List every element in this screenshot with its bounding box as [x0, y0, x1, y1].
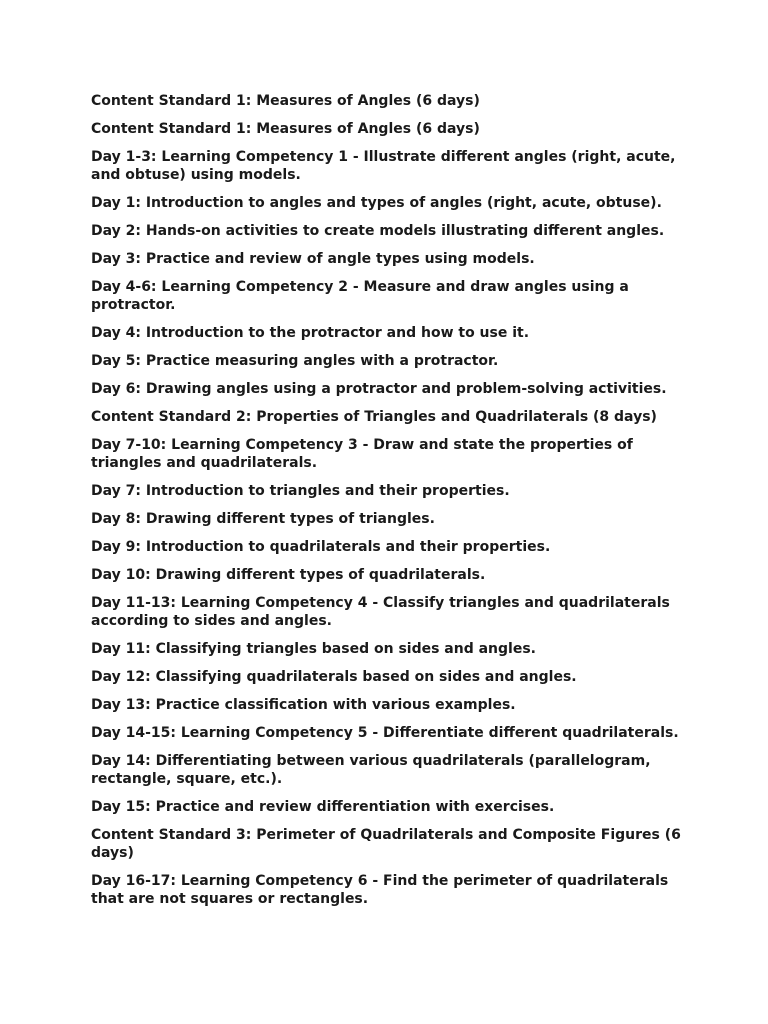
day-plan-line: Day 2: Hands-on activities to create models illustrating different angles.	[91, 223, 665, 239]
day-plan-line: Day 10: Drawing different types of quadrilaterals.	[91, 567, 486, 583]
day-plan-line: Day 15: Practice and review differentiation with exercises.	[91, 799, 555, 815]
day-plan-line: Day 13: Practice classification with various examples.	[91, 697, 516, 713]
content-standard-heading: Content Standard 2: Properties of Triangles and Quadrilaterals (8 days)	[91, 409, 657, 425]
day-plan-line: Day 9: Introduction to quadrilaterals and their properties.	[91, 539, 551, 555]
learning-competency-line: Day 7-10: Learning Competency 3 - Draw and state the properties of triangles and quadrilaterals.	[91, 437, 633, 471]
learning-competency-line: Day 4-6: Learning Competency 2 - Measure and draw angles using a protractor.	[91, 279, 629, 313]
day-plan-line: Day 7: Introduction to triangles and their properties.	[91, 483, 510, 499]
learning-competency-line: Day 1-3: Learning Competency 1 - Illustrate different angles (right, acute, and obtuse) using models.	[91, 149, 676, 183]
learning-competency-line: Day 16-17: Learning Competency 6 - Find the perimeter of quadrilaterals that are not squares or rectangles.	[91, 873, 669, 907]
day-plan-line: Day 4: Introduction to the protractor and how to use it.	[91, 325, 530, 341]
learning-competency-line: Day 11-13: Learning Competency 4 - Classify triangles and quadrilaterals according to sides and angles.	[91, 595, 670, 629]
day-plan-line: Day 8: Drawing different types of triangles.	[91, 511, 435, 527]
content-standard-heading: Content Standard 3: Perimeter of Quadrilaterals and Composite Figures (6 days)	[91, 827, 681, 861]
learning-competency-line: Day 14-15: Learning Competency 5 - Differentiate different quadrilaterals.	[91, 725, 679, 741]
day-plan-line: Day 14: Differentiating between various quadrilaterals (parallelogram, rectangle, square, etc.).	[91, 753, 651, 787]
day-plan-line: Day 5: Practice measuring angles with a protractor.	[91, 353, 499, 369]
content-standard-heading: Content Standard 1: Measures of Angles (6 days)	[91, 93, 480, 109]
day-plan-line: Day 6: Drawing angles using a protractor and problem-solving activities.	[91, 381, 667, 397]
day-plan-line: Day 3: Practice and review of angle types using models.	[91, 251, 535, 267]
day-plan-line: Day 11: Classifying triangles based on sides and angles.	[91, 641, 536, 657]
day-plan-line: Day 1: Introduction to angles and types of angles (right, acute, obtuse).	[91, 195, 662, 211]
document-body	[91, 92, 681, 918]
content-standard-heading: Content Standard 1: Measures of Angles (6 days)	[91, 121, 480, 137]
day-plan-line: Day 12: Classifying quadrilaterals based on sides and angles.	[91, 669, 577, 685]
